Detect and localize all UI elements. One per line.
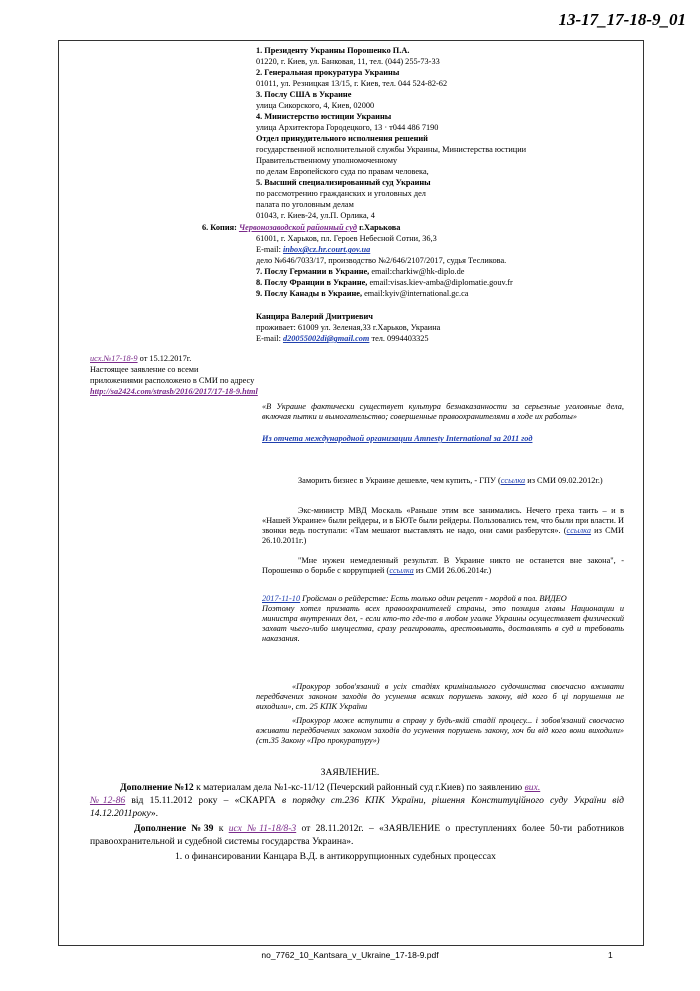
recipient-line: 2. Генеральная прокуратура Украины: [256, 68, 400, 77]
addition-12-end: ».: [150, 808, 159, 819]
recipient-email[interactable]: email:visas.kiev-amba@diplomatie.gouv.fr: [369, 278, 513, 287]
court-link[interactable]: Червонозаводской районный суд: [238, 223, 358, 232]
addition-12: [90, 781, 624, 820]
recipient-prefix: 7. Послу Германии в Украине,: [256, 267, 372, 276]
mvd-source-link[interactable]: ссылка: [566, 526, 591, 535]
addition-12-link-2[interactable]: №12-86: [90, 795, 126, 806]
court-address: 61001, г. Харьков, пл. Героев Небесной Сотни, 36,3: [256, 234, 437, 243]
sender-name: Канцира Валерий Дмитриевич: [256, 312, 373, 321]
outgoing-ref-line: [90, 354, 191, 364]
copy-line: [202, 223, 400, 233]
addition-39-label: Дополнение №39: [134, 823, 214, 834]
recipient-email[interactable]: email:kyiv@international.gc.ca: [364, 289, 469, 298]
sender-email-link[interactable]: d20055002di@gmail.com: [282, 334, 370, 343]
mvd-quote-text: Экс-министр МВД Москаль «Раньше этим все занимались. Нечего греха таить – и в «Нашей Украине» были рейдеры, и в БЮТе были рейдеры. Пользовались тем, что были при власти. И звонки ведь поступали: «Там мешают выставлять не надо, они сами разберутся». (: [262, 506, 625, 535]
statement-item-1: 1. о финансировании Канцара В.Д. в антикоррупционных судебных процессах: [175, 851, 496, 862]
footer-filename: no_7762_10_Kantsara_v_Ukraine_17-18-9.pdf: [261, 950, 439, 960]
addition-12-text-2: від 15.11.2012 року – «СКАРГА: [125, 795, 283, 806]
recipient-prefix: 8. Послу Франции в Украине,: [256, 278, 370, 287]
addition-12-link[interactable]: вих.: [524, 782, 541, 793]
sender-phone: тел. 0994403325: [369, 334, 429, 343]
mvd-quote-tail: из СМИ 26.10.2011г.): [262, 526, 624, 545]
outgoing-date: от 15.12.2017г.: [137, 354, 192, 363]
recipient-line: 01043, г. Киев-24, ул.П. Орлика, 4: [256, 211, 375, 220]
recipient-line: Правительственному уполномоченному: [256, 156, 398, 165]
outgoing-ref-link[interactable]: исх.№17-18-9: [90, 354, 138, 363]
addition-12-label: Дополнение №12: [120, 782, 194, 793]
recipient-line: Отдел принудительного исполнения решений: [256, 134, 428, 143]
poroshenko-quote-text: "Мне нужен немедленный результат. В Украине никто не останется вне закона", - Порошенко о борьбе с коррупцией (: [262, 556, 624, 575]
court-city: г.Харькова: [357, 223, 401, 232]
poroshenko-source-link[interactable]: ссылка: [389, 566, 414, 575]
gpu-source-link[interactable]: ссылка: [500, 476, 526, 485]
addition-12-text: к материалам дела №1-кс-11/12 (Печерский районный суд г.Киев) по заявлению: [193, 782, 525, 793]
recipient-line: 01220, г. Киев, ул. Банковая, 11, тел. (044) 255-73-33: [256, 57, 440, 66]
recipient-line: 5. Высший специализированный суд Украины: [256, 178, 431, 187]
document-id: 13-17_17-18-9_01: [558, 10, 686, 29]
recipient-canada: [256, 289, 469, 299]
poroshenko-quote: [262, 556, 624, 576]
sender-contact: [256, 334, 429, 344]
page-number: 1: [608, 950, 613, 960]
addition-12-italic: в порядку ст.236 КПК України, рішення Конституційного суду України від 14.12.2011року: [90, 795, 624, 819]
recipient-line: улица Сикорского, 4, Киев, 02000: [256, 101, 375, 110]
gpu-quote-text: Заморить бизнес в Украине дешевле, чем купить, - ГПУ (: [298, 476, 501, 485]
addition-39-link[interactable]: исх №11-18/8-3: [228, 823, 297, 834]
statement-title: ЗАЯВЛЕНИЕ.: [320, 767, 380, 778]
groysman-date-link[interactable]: 2017-11-10: [262, 594, 301, 603]
recipient-prefix: 9. Послу Канады в Украине,: [256, 289, 365, 298]
case-number: дело №646/7033/17, производство №2/646/2107/2017, судья Тесликова.: [256, 256, 507, 265]
addition-39-text: от 28.11.2012г. – «ЗАЯВЛЕНИЕ о преступлениях более 50-ти работников правоохранительной и судебной системы государства Украина».: [90, 823, 624, 847]
recipient-line: по рассмотрению гражданских и уголовных дел: [256, 189, 426, 198]
outgoing-text: Настоящее заявление со всеми: [90, 365, 199, 374]
email-label: E-mail:: [256, 334, 283, 343]
groysman-headline: Гройсман о рейдерстве: Есть только один рецепт - мордой в пол. ВИДЕО: [300, 594, 567, 603]
court-email-line: [256, 245, 370, 255]
addition-39: [90, 822, 624, 848]
groysman-body: Поэтому хотел призвать всех правоохранителей страны, это позиция главы Национации и министра внутренних дел, - если кто-то где-то в любом уголке Украины осуществляет физический захват чьего-либо имущества, сразу реагировать, арестовывать, доставлять в суд и требовать наказания.: [262, 604, 624, 643]
recipient-email[interactable]: email:charkiw@hk-diplo.de: [371, 267, 465, 276]
amnesty-source-link[interactable]: Из отчета международной организации Amnesty International за 2011 год: [262, 434, 533, 443]
recipient-line: государственной исполнительной службы Украины, Министерства юстиции: [256, 145, 527, 154]
addition-39-prep: к: [213, 823, 229, 834]
recipient-line: улица Архитектора Городецкого, 13 · т044 486 7190: [256, 123, 439, 132]
outgoing-url-link[interactable]: http://sa2424.com/strasb/2016/2017/17-18-9.html: [90, 387, 258, 396]
recipient-france: [256, 278, 513, 288]
copy-label: 6. Копия:: [202, 223, 239, 232]
sender-address: проживает: 61009 ул. Зеленая,33 г.Харьков, Украина: [256, 323, 441, 332]
gpu-quote: [262, 476, 624, 486]
prokuror-quote-1: «Прокурор зобов'язаний в усіх стадіях кримінального судочинства своєчасно вживати передбачених законом заходів до усунення всяких порушень закону, від кого б ці порушення не виходили», ст. 25 КПК України: [256, 682, 624, 711]
court-email-link[interactable]: inbox@cz.hr.court.gov.ua: [282, 245, 371, 254]
recipient-line: палата по уголовным делам: [256, 200, 354, 209]
recipient-line: 4. Министерство юстиции Украины: [256, 112, 392, 121]
outgoing-text: приложениями расположено в СМИ по адресу: [90, 376, 255, 385]
poroshenko-quote-tail: из СМИ 26.06.2014г.): [413, 566, 492, 575]
amnesty-quote: «В Украине фактически существует культура безнаказанности за серьезные уголовные дела, включая пытки и вымогательство; совершенные правоохранителями в ходе их работы»: [262, 402, 624, 421]
gpu-quote-tail: из СМИ 09.02.2012г.): [525, 476, 603, 485]
prokuror-quote-2: «Прокурор може вступити в справу у будь-якій стадії процесу... і зобов'язаний своєчасно вживати передбачених законом заходів до усунення порушень закону, хоч би від кого вони виходили» (ст.35 Закону «Про прокуратуру»): [256, 716, 624, 745]
mvd-quote: [262, 506, 624, 546]
recipient-germany: [256, 267, 464, 277]
groysman-quote: [262, 594, 624, 644]
recipient-line: по делам Европейского суда по правам человека,: [256, 167, 429, 176]
recipient-line: 01011, ул. Резницкая 13/15, г. Киев, тел. 044 524-82-62: [256, 79, 448, 88]
email-label: E-mail:: [256, 245, 283, 254]
recipient-line: 3. Послу США в Украине: [256, 90, 352, 99]
recipient-line: 1. Президенту Украины Порошенко П.А.: [256, 46, 410, 55]
